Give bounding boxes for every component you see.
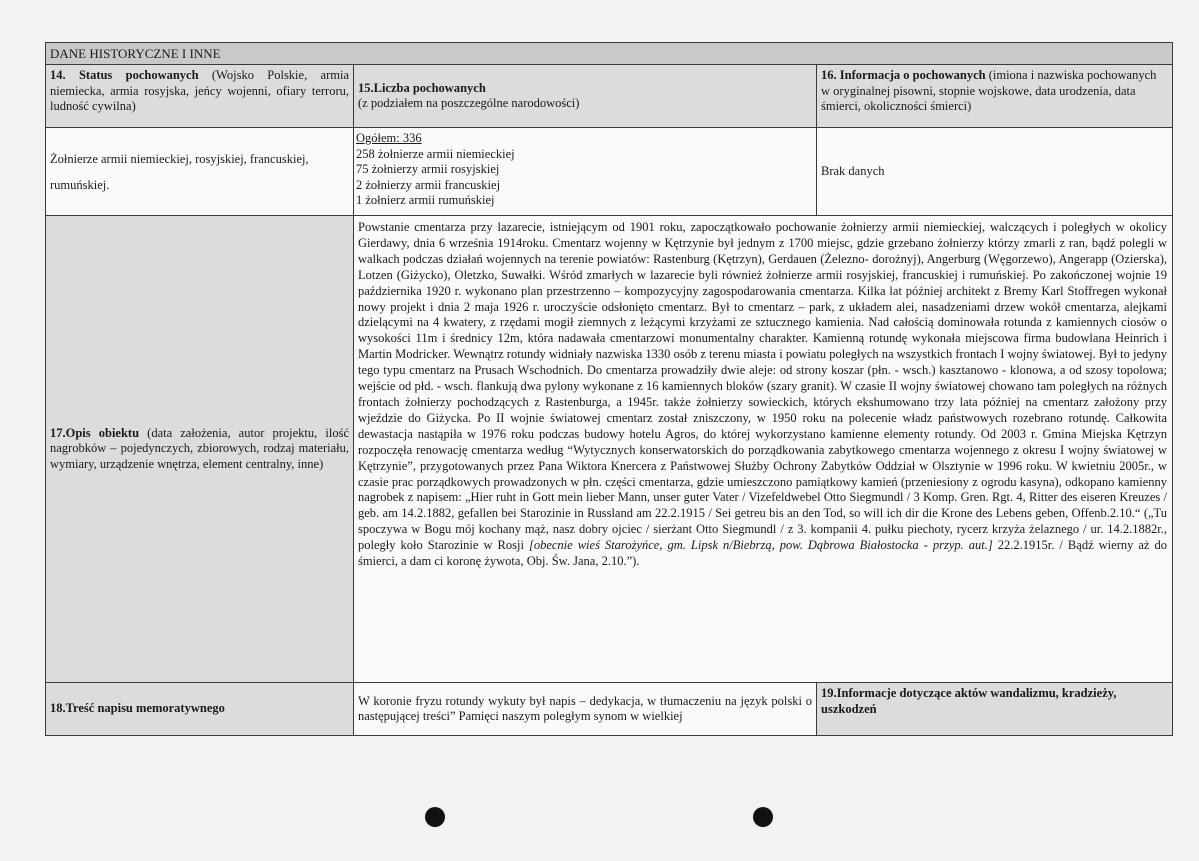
row-17 [46, 216, 1172, 683]
punch-hole-right [753, 807, 773, 827]
field-15-desc: (z podziałem na poszczególne narodowości) [358, 96, 580, 110]
historical-data-form [45, 42, 1173, 736]
field-16-label: 16. Informacja o pochowanych [821, 68, 986, 82]
punch-hole-left [425, 807, 445, 827]
field-17-desc: (data założenia, autor projektu, ilość nagrobków – pojedynczych, zbiorowych, rodzaj materiału, wymiary, urządzenie wnętrza, element centralny, inne) [50, 425, 349, 471]
count-total: Ogółem: 336 [356, 131, 422, 145]
burial-status-text: Żołnierze armii niemieckiej, rosyjskiej, francuskiej, rumuńskiej. [50, 151, 309, 192]
values-row-14-16 [46, 128, 1172, 216]
count-russian: 75 żołnierzy armii rosyjskiej [356, 162, 500, 176]
count-german: 258 żołnierze armii niemieckiej [356, 146, 515, 161]
field-15-header [354, 65, 817, 127]
field-14-desc: (Wojsko Polskie, armia niemiecka, armia rosyjska, jeńcy wojenni, ofiary terroru, ludność cywilna) [50, 68, 349, 113]
field-19-label: 19.Informacje dotyczące aktów wandalizmu, kradzieży, uszkodzeń [821, 686, 1117, 716]
field-14-header [46, 65, 354, 127]
count-french: 2 żołnierzy armii francuskiej [356, 177, 501, 192]
field-17-label: 17.Opis obiektu [50, 425, 140, 440]
section-header: DANE HISTORYCZNE I INNE [46, 43, 1172, 65]
object-description [354, 216, 1172, 682]
count-romanian: 1 żołnierz armii rumuńskiej [356, 193, 495, 207]
field-17-header [46, 216, 354, 682]
field-18-label: 18.Treść napisu memoratywnego [50, 701, 225, 716]
field-19-header [817, 683, 1172, 735]
field-15-label: 15.Liczba pochowanych [358, 80, 486, 95]
field-15-value [354, 128, 817, 215]
description-text-2: 22.2.1915r. / Bądź wierny aż do śmierci, a dam ci koronę żywota, Obj. Św. Jana, 2.10.”). [358, 538, 1168, 569]
memorial-inscription-text: W koronie fryzu rotundy wykuty był napis – dedykacja, w tłumaczeniu na język polski o następującej treści” Pamięci naszym poległym synom w wielkiej [358, 693, 812, 723]
field-16-header [817, 65, 1172, 127]
buried-info-text: Brak danych [821, 163, 885, 178]
row-18-19 [46, 683, 1172, 735]
field-18-value [354, 683, 817, 735]
description-note-italic: [obecnie wieś Starożyńce, gm. Lipsk n/Biebrzą, pow. Dąbrowa Białostocka - przyp. aut.] [528, 538, 993, 553]
field-14-value [46, 128, 354, 215]
header-row-14-16 [46, 65, 1172, 128]
field-16-desc: (imiona i nazwiska pochowanych w oryginalnej pisowni, stopnie wojskowe, data urodzenia, data śmierci, okoliczności śmierci) [821, 68, 1157, 113]
field-14-label: 14. Status pochowanych [50, 68, 199, 82]
field-18-header [46, 683, 354, 735]
field-16-value [817, 128, 1172, 215]
description-text-1: Powstanie cmentarza przy lazarecie, istniejącym od 1901 roku, zapoczątkowało pochowanie żołnierzy armii niemieckiej, walczących i poległych w okolicy Gierdawy, dnia 6 września 1914roku. Cmentarz wojenny w Kętrzynie był jednym z 1700 miejsc, gdzie grzebano żołnierzy którzy zmarli z ran, bądź polegli w walkach podczas działań wojennych na terenie powiatów: Rastenburg (Kętrzyn), Gerdauen (Żelezno- dorożnyj), Angerburg (Węgorzewo), Angerapp (Ozierska), Lotzen (Giżycko), Oletzko, Suwałki. Wśród zmarłych w lazarecie byli również żołnierze armii rosyjskiej, francuskiej i rumuńskiej. Po zakończonej wojnie 19 października 1920 r. wykonano plan przestrzenno – kompozycyjny zagospodarowania cmentarza. Kilka lat później architekt z Bremy Karl Stoffregen wykonał nowy projekt i dnia 2 maja 1926 r. uroczyście odsłonięto cmentarz. Był to cmentarz – park, z układem alei, nasadzeniami drzew wokół cmentarza, alejkami dzielącymi na 4 kwatery, z rzędami mogił ziemnych z leżącymi krzyżami ze sztucznego kamienia. Nad całością dominowała rotunda z kamiennych ciosów o wysokości 11m i średnicy 12m, która nadawała cmentarzowi monumentalny charakter. Kamienną rotundę wykonała miejscowa firma budowlana Heinrich i Martin Modricker. Wewnątrz rotundy widniały nazwiska 1330 osób z terenu miasta i powiatu poległych na wszystkich frontach I wojny światowej. Był to jedyny tego typu cmentarz na Prusach Wschodnich. Do cmentarza prowadziły dwie aleje: od strony koszar (płn. - wsch.) kasztanowo - klonowa, a od szosy topolowa; wejście od płd. - wsch. flankują dwa pylony wykonane z 16 kamiennych bloków (szary granit). W czasie II wojny światowej chowano tam poległych na różnych frontach żołnierzy pochodzących z Rastenburga, a 1945r. także żołnierzy sowieckich, których ekshumowano trzy lata później na cmentarz założony przy wjeździe do Giżycka. Po II wojnie światowej cmentarz został zniszczony, w 1950 roku na polecenie władz państwowych rozebrano rotundę. Całkowita dewastacja nastąpiła w 1976 roku podczas budowy hotelu Agros, do której wykorzystano kamienne elementy rotundy. Od 2003 r. Gmina Miejska Kętrzyn rozpoczęła renowację cmentarza według “Wytycznych konserwatorskich do porządkowania zabytkowego cmentarza wojennego z okresu I wojny światowej w Kętrzynie”, przygotowanych przez Pana Wiktora Knercera z Państwowej Służby Ochrony Zabytków Oddział w Olsztynie w 1996 roku. W kwietniu 2005r., w czasie prac porządkowych prowadzonych w płn. części cmentarza, gdzie umieszczono pamiątkowy kamień (przeniesiony z ogrodu kasyna), odkopano kamienny nagrobek z napisem: „Hier ruht in Gott mein lieber Mann, unser guter Vater / Vizefeldwebel Otto Siegmundl / 3 Komp. Gren. Rgt. 4, Ritter des eiseren Kreuzes / geb. am 14.2.1882, gefallen bei Starozinie in Russland am 22.2.1915 / Sei getreu bis an den Tod, so will ich dir die Krone des Lebens geben, Offenb.2.10.“ („Tu spoczywa w Bogu mój kochany mąż, nasz dobry ojciec / sierżant Otto Siegmundl / z 3. kompanii 4. pułku piechoty, rycerz krzyża żelaznego / ur. 14.2.1882r., poległy koło Starozinie w Rosji [358, 220, 1167, 553]
